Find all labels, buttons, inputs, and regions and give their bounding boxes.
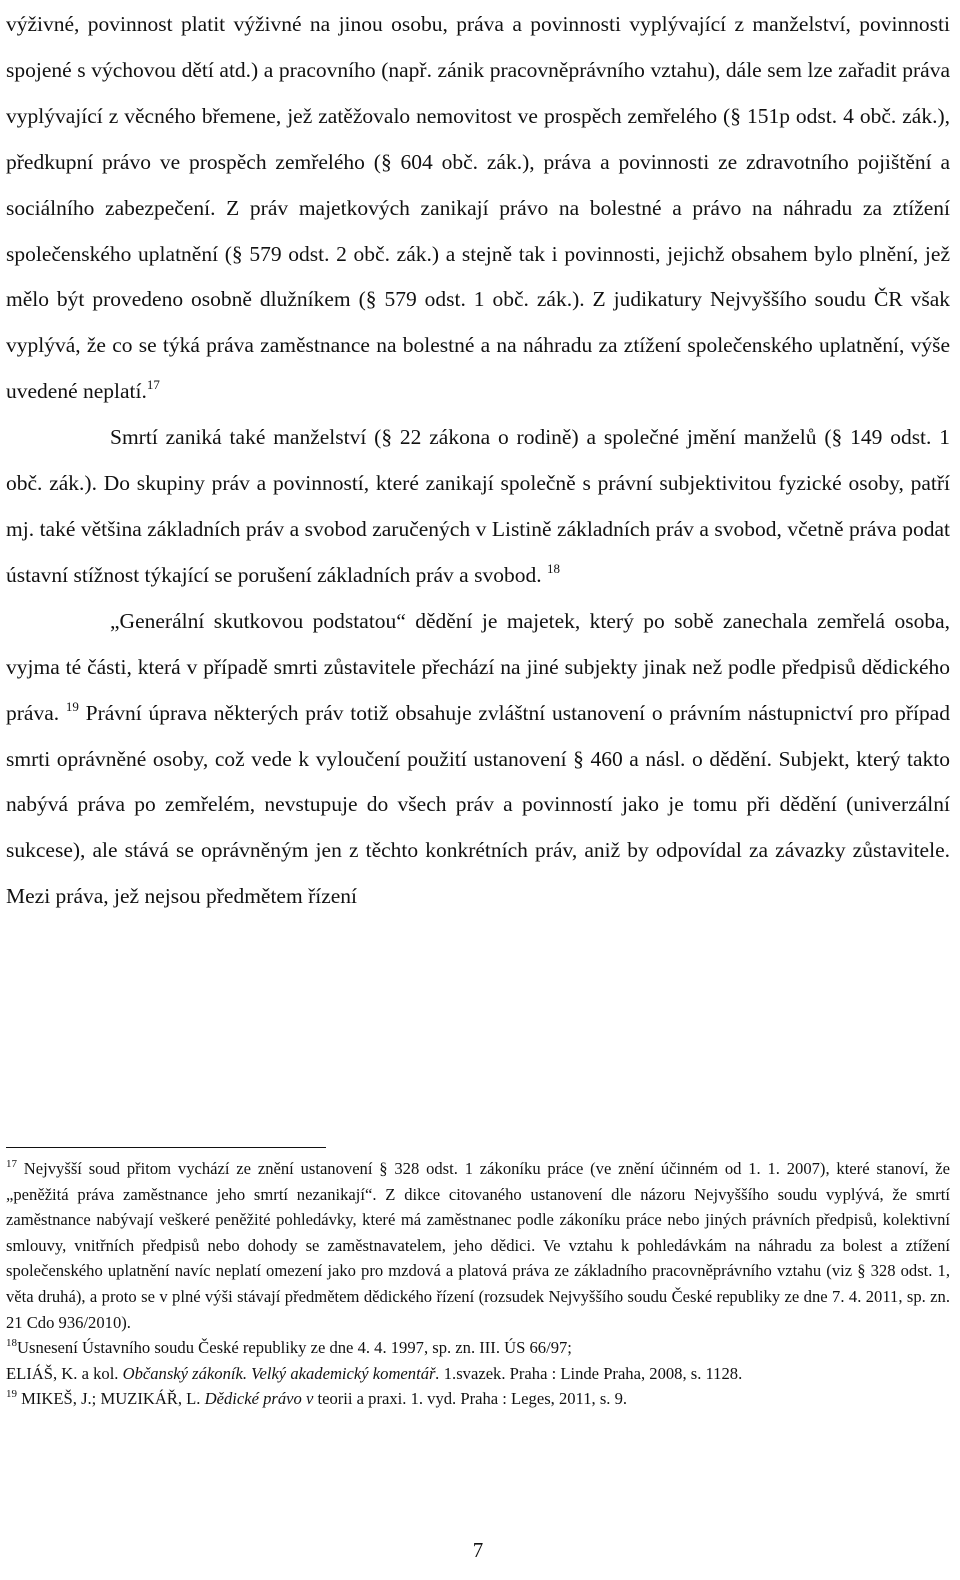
footnote-19-author: MIKEŠ, J.; MUZIKÁŘ, L. — [17, 1389, 205, 1409]
footnote-ref-18: 18 — [546, 560, 560, 576]
footnote-18-title: Občanský zákoník. Velký akademický komentář. — [122, 1363, 440, 1383]
paragraph-2 — [6, 415, 950, 599]
footnote-19 — [6, 1386, 950, 1412]
footnote-18-line1: Usnesení Ústavního soudu České republiky ze dne 4. 4. 1997, sp. zn. III. ÚS 66/97; — [17, 1338, 572, 1358]
paragraph-1-text: výživné, povinnost platit výživné na jinou osobu, práva a povinnosti vyplývající z manželství, povinnosti spojené s výchovou dětí atd.) a pracovního (např. zánik pracovněprávního vztahu), dále sem lze zařadit práva vyplývající z věcného břemene, jež zatěžovalo nemovitost ve prospěch zemřelého (§ 151p odst. 4 obč. zák.), předkupní právo ve prospěch zemřelého (§ 604 obč. zák.), práva a povinnosti ze zdravotního pojištění a sociálního zabezpečení. Z práv majetkových zanikají právo na bolestné a právo na náhradu za ztížení společenského uplatnění (§ 579 odst. 2 obč. zák.) a stejně tak i povinnosti, jejichž obsahem bylo plnění, jež mělo být provedeno osobně dlužníkem (§ 579 odst. 1 obč. zák.). Z judikatury Nejvyššího soudu ČR však vyplývá, že co se týká práva zaměstnance na bolestné a na náhradu za ztížení společenského uplatnění, výše uvedené neplatí. — [6, 12, 950, 404]
footnote-18-number: 18 — [6, 1337, 17, 1350]
footnote-ref-17: 17 — [146, 377, 160, 393]
footnote-17 — [6, 1156, 950, 1335]
paragraph-3-text: „Generální skutkovou podstatou“ dědění je majetek, který po sobě zanechala zemřelá osoba, vyjma té části, která v případě smrti zůstavitele přechází na jiné subjekty jinak než podle předpisů dědického práva. — [6, 608, 950, 725]
footnote-19-title: Dědické právo v — [204, 1389, 314, 1409]
footnote-19-number: 19 — [6, 1388, 17, 1401]
footnote-19-rest: teorii a praxi. 1. vyd. Praha : Leges, 2011, s. 9. — [313, 1389, 628, 1409]
document-page — [6, 0, 950, 1580]
footnote-separator — [6, 1147, 326, 1148]
footnote-18-author: ELIÁŠ, K. a kol. — [6, 1363, 123, 1383]
footnote-17-text: Nejvyšší soud přitom vychází ze znění ustanovení § 328 odst. 1 zákoníku práce (ve znění účinném od 1. 1. 2007), které stanoví, že „peněžitá práva zaměstnance jeho smrtí nezanikají“. Z dikce citovaného ustanovení dle názoru Nejvyššího soudu vyplývá, že smrtí zaměstnance nabývají veškeré peněžité pohledávky, které má zaměstnanec podle zákoníku práce nebo jiných právních předpisů, kolektivní smlouvy, vnitřních předpisů nebo dohody se zaměstnavatelem, jeho dědici. Ve vztahu k pohledávkám na náhradu za bolest a ztížení společenského uplatnění navíc neplatí omezení jako pro mzdová a platová práva ze základního pracovněprávního vztahu (viz § 328 odst. 1, věta druhá), a proto se v plné výši stávají předmětem dědického řízení (rozsudek Nejvyššího soudu České republiky ze dne 7. 4. 2011, sp. zn. 21 Cdo 936/2010). — [6, 1159, 950, 1332]
footnote-18 — [6, 1335, 950, 1361]
paragraph-3-continuation: Právní úprava některých práv totiž obsahuje zvláštní ustanovení o právním nástupnictví pro případ smrti oprávněné osoby, což vede k vyloučení použití ustanovení § 460 a násl. o dědění. Subjekt, který takto nabývá práva po zemřelém, nevstupuje do všech práv a povinností jako je tomu při dědění (univerzální sukcese), ale stává se oprávněným jen z těchto konkrétních práv, aniž by odpovídal za závazky zůstavitele. Mezi práva, jež nejsou předmětem řízení — [6, 700, 951, 909]
footnote-17-number: 17 — [6, 1158, 17, 1170]
footnotes — [6, 1156, 950, 1412]
body-text — [6, 2, 950, 920]
footnote-ref-19: 19 — [65, 698, 79, 714]
paragraph-2-text: Smrtí zaniká také manželství (§ 22 zákona o rodině) a společné jmění manželů (§ 149 odst. 1 obč. zák.). Do skupiny práv a povinností, které zanikají společně s právní subjektivitou fyzické osoby, patří mj. také většina základních práv a svobod zaručených v Listině základních práv a svobod, včetně práva podat ústavní stížnost týkající se porušení základních práv a svobod. — [6, 425, 950, 587]
footnote-18-rest: 1.svazek. Praha : Linde Praha, 2008, s. 1128. — [439, 1363, 743, 1383]
paragraph-3 — [6, 599, 950, 920]
page-number: 7 — [472, 1538, 484, 1562]
paragraph-1 — [6, 2, 950, 415]
footnote-18-citation — [6, 1361, 950, 1387]
